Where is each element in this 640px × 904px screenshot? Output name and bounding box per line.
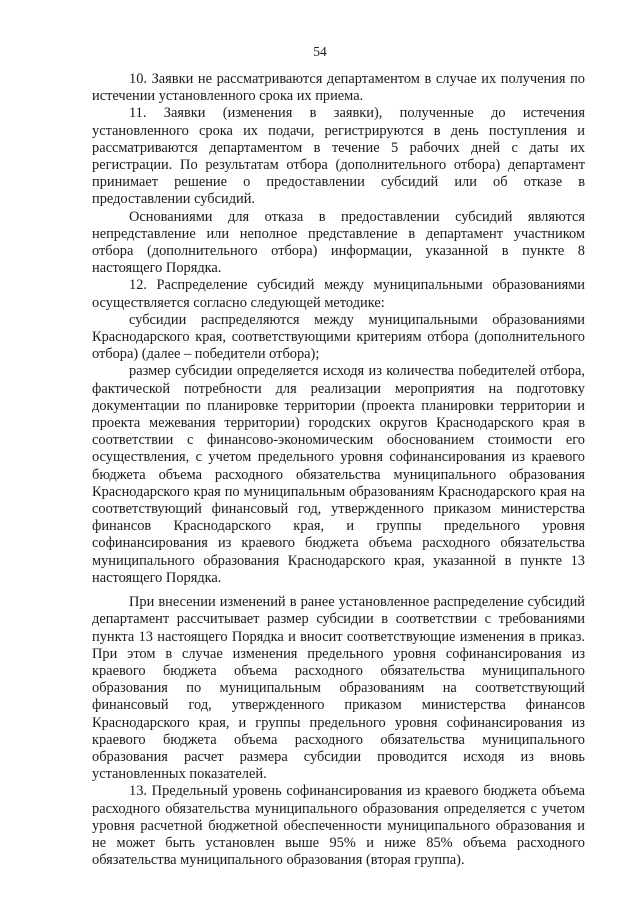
page-number: 54 bbox=[313, 44, 327, 59]
paragraph-item-12: 12. Распределение субсидий между муниципальными образованиями осуществляется согласно следующей методике: bbox=[92, 277, 585, 311]
paragraph-refusal-grounds: Основаниями для отказа в предоставлении субсидий являются непредставление или неполное представление в департамент участником отбора (дополнительного отбора) информации, указанной в пункте 8 настоящего Порядка. bbox=[92, 208, 585, 277]
paragraph-subsidy-size: размер субсидии определяется исходя из количества победителей отбора, фактической потребности для реализации мероприятия на подготовку документации по планировке территории (проекта планировки территории и проекта межевания территории) городских округов Краснодарского края в соответствии с финансово-экономическим обоснованием стоимости его осуществления, с учетом предельного уровня софинансирования из краевого бюджета объема расходного обязательства муниципального образования Краснодарского края по муниципальным образованиям Краснодарского края на соответствующий финансовый год, утвержденного приказом министерства финансов Краснодарского края, и группы предельного уровня софинансирования из краевого бюджета объема расходного обязательства муниципального образования Краснодарского края, указанной в пункте 13 настоящего Порядка. bbox=[92, 363, 585, 586]
paragraph-changes: При внесении изменений в ранее установленное распределение субсидий департамент рассчитывает размер субсидии в соответствии с требованиями пункта 13 настоящего Порядка и вносит соответствующие изменения в приказ. При этом в случае изменения предельного уровня софинансирования из краевого бюджета объема расходного обязательства муниципального образования по муниципальным образованиям на соответствующий финансовый год, утвержденного приказом министерства финансов Краснодарского края, и группы предельного уровня софинансирования из краевого бюджета объема расходного обязательства муниципального образования расчет размера субсидии проводится исходя из вновь установленных показателей. bbox=[92, 594, 585, 783]
document-body bbox=[92, 71, 585, 869]
paragraph-item-13: 13. Предельный уровень софинансирования из краевого бюджета объема расходного обязательства муниципального образования определяется с учетом уровня расчетной бюджетной обеспеченности муниципального образования и не может быть установлен выше 95% и ниже 85% объема расходного обязательства муниципального образования (вторая группа). bbox=[92, 783, 585, 869]
paragraph-distribution-criteria: субсидии распределяются между муниципальными образованиями Краснодарского края, соответствующими критериям отбора (дополнительного отбора) (далее – победители отбора); bbox=[92, 311, 585, 363]
paragraph-item-10: 10. Заявки не рассматриваются департаментом в случае их получения по истечении установленного срока их приема. bbox=[92, 71, 585, 105]
paragraph-item-11: 11. Заявки (изменения в заявки), полученные до истечения установленного срока их подачи, регистрируются в день поступления и рассматриваются департаментом в течение 5 рабочих дней с даты их регистрации. По результатам отбора (дополнительного отбора) департамент принимает решение о предоставлении субсидий или об отказе в предоставлении субсидий. bbox=[92, 105, 585, 208]
